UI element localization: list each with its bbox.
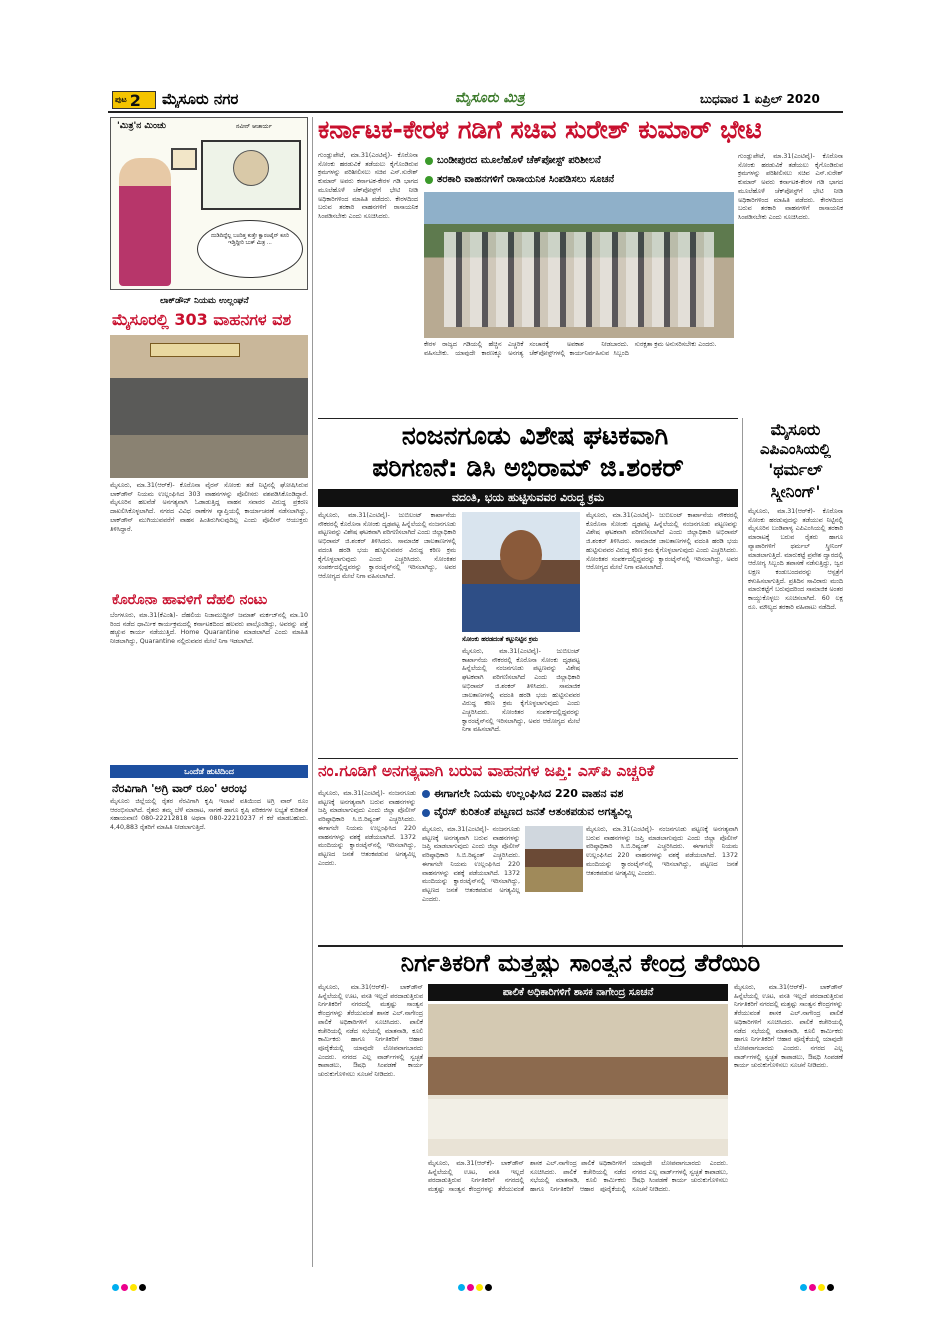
- main-photo: [424, 192, 734, 338]
- nanjangud-headline-2: ಪರಿಗಣನೆ: ಡಿಸಿ ಅಭಿರಾಮ್ ಜಿ.ಶಂಕರ್: [372, 453, 684, 482]
- relief-subhead-box: [428, 984, 728, 1001]
- main-body-right: ಗುಂಡ್ಲುಪೇಟೆ, ಮಾ.31(ಎಂಟಿವೈ)- ಕೊರೊನಾ ಸೋಂಕು ಹರಡುವಿಕೆ ತಡೆಯಲು ಕೈಗೊಂಡಿರುವ ಕ್ರಮಗಳನ್ನು ಪರಿಶೀಲಿಸಲು ಸಚಿವ ಎಸ್.ಸುರೇಶ್ ಕುಮಾರ್ ಅವರು ಕರ್ನಾಟಕ-ಕೇರಳ ಗಡಿ ಭಾಗದ ಮೂಲೆಹೊಳೆ ಚೆಕ್‌ಪೋಸ್ಟ್‌ಗೆ ಭೇಟಿ ನೀಡಿ ಅಧಿಕಾರಿಗಳಿಂದ ಮಾಹಿತಿ ಪಡೆದರು. ಕೇರಳದಿಂದ ಬರುವ ತರಕಾರಿ ವಾಹನಗಳಿಗೆ ರಾಸಾಯನಿಕ ಸಿಂಪಡಿಸಬೇಕು ಎಂದು ಸೂಚಿಸಿದರು.: [738, 153, 843, 221]
- delhi-headline: ಕೊರೊನಾ ಹಾವಳಿಗೆ ದೆಹಲಿ ನಂಟು: [112, 592, 268, 608]
- yellow-dot-icon: [818, 1284, 825, 1291]
- black-dot-icon: [827, 1284, 834, 1291]
- sp-body-1: ಮೈಸೂರು, ಮಾ.31(ಎಂಟಿವೈ)- ನಂಜನಗೂಡು ಪಟ್ಟಣಕ್ಕೆ ಅನಗತ್ಯವಾಗಿ ಬರುವ ವಾಹನಗಳನ್ನು ಜಪ್ತಿ ಮಾಡಲಾಗುವುದು ಎಂದು ಜಿಲ್ಲಾ ಪೊಲೀಸ್ ವರಿಷ್ಠಾಧಿಕಾರಿ ಸಿ.ಬಿ.ರಿಷ್ಯಂತ್ ಎಚ್ಚರಿಸಿದರು. ಈಗಾಗಲೇ ನಿಯಮ ಉಲ್ಲಂಘಿಸಿದ 220 ವಾಹನಗಳನ್ನು ವಶಕ್ಕೆ ಪಡೆಯಲಾಗಿದೆ. 1372 ಮಂದಿಯನ್ನು ಕ್ವಾರಂಟೈನ್‌ನಲ್ಲಿ ಇರಿಸಲಾಗಿದ್ದು, ಪಟ್ಟಣದ ಜನತೆ ಆತಂಕಪಡುವ ಅಗತ್ಯವಿಲ್ಲ ಎಂದರು.: [318, 790, 416, 867]
- sp-bullet-1: ಈಗಾಗಲೇ ನಿಯಮ ಉಲ್ಲಂಘಿಸಿದ 220 ವಾಹನ ವಶ: [434, 786, 624, 800]
- main-photo-people: [444, 232, 714, 327]
- cartoon-woman: [119, 158, 171, 286]
- warroom-kicker-box: [110, 765, 308, 778]
- story303-sign: [150, 343, 240, 357]
- cartoon-box: [110, 117, 308, 290]
- story303-headline: ಮೈಸೂರಲ್ಲಿ 303 ವಾಹನಗಳ ವಶ: [112, 310, 292, 329]
- magenta-dot-icon: [121, 1284, 128, 1291]
- magenta-dot-icon: [467, 1284, 474, 1291]
- warroom-headline: ನೆರವಿಗಾಗಿ 'ಅಗ್ರಿ ವಾರ್ ರೂಂ' ಆರಂಭ: [112, 782, 247, 795]
- nanjangud-body-1: ಮೈಸೂರು, ಮಾ.31(ಎಂಟಿವೈ)- ಜುಬಿಲಂಟ್ ಕಾರ್ಖಾನೆಯ ನೌಕರರಲ್ಲಿ ಕೊರೊನಾ ಸೋಂಕು ದೃಢಪಟ್ಟ ಹಿನ್ನೆಲೆಯಲ್ಲಿ ನಂಜನಗೂಡು ಪಟ್ಟಣವನ್ನು ವಿಶೇಷ ಘಟಕವಾಗಿ ಪರಿಗಣಿಸಲಾಗಿದೆ ಎಂದು ಜಿಲ್ಲಾಧಿಕಾರಿ ಅಭಿರಾಮ್ ಜಿ.ಶಂಕರ್ ತಿಳಿಸಿದರು. ಸಾಮಾಜಿಕ ಜಾಲತಾಣಗಳಲ್ಲಿ ವದಂತಿ ಹರಡಿ ಭಯ ಹುಟ್ಟಿಸುವವರ ವಿರುದ್ಧ ಕಠಿಣ ಕ್ರಮ ಕೈಗೊಳ್ಳಲಾಗುವುದು ಎಂದು ಎಚ್ಚರಿಸಿದರು. ಸೋಂಕಿತರ ಸಂಪರ್ಕದಲ್ಲಿದ್ದವರನ್ನು ಕ್ವಾರಂಟೈನ್‌ನಲ್ಲಿ ಇರಿಸಲಾಗಿದ್ದು, ಅವರ ಆರೋಗ್ಯದ ಮೇಲೆ ನಿಗಾ ವಹಿಸಲಾಗಿದೆ.: [318, 512, 456, 580]
- nanjangud-headline-1: ನಂಜನಗೂಡು ವಿಶೇಷ ಘಟಕವಾಗಿ: [401, 421, 669, 450]
- cartoon-credit: ನವೀನ್ ಆಚಾರ್ಯ: [236, 123, 272, 130]
- cyan-dot-icon: [458, 1284, 465, 1291]
- sp-headline: ನಂ.ಗೂಡಿಗೆ ಅನಗತ್ಯವಾಗಿ ಬರುವ ವಾಹನಗಳ ಜಪ್ತಿ: ಎಸ್‌ಪಿ ಎಚ್ಚರಿಕೆ: [318, 762, 655, 780]
- sidebar-headline-2: ಎಪಿಎಂಸಿಯಲ್ಲಿ: [760, 440, 831, 458]
- header-rule: [108, 111, 843, 113]
- nanjangud-body-2: ಮೈಸೂರು, ಮಾ.31(ಎಂಟಿವೈ)- ಜುಬಿಲಂಟ್ ಕಾರ್ಖಾನೆಯ ನೌಕರರಲ್ಲಿ ಕೊರೊನಾ ಸೋಂಕು ದೃಢಪಟ್ಟ ಹಿನ್ನೆಲೆಯಲ್ಲಿ ನಂಜನಗೂಡು ಪಟ್ಟಣವನ್ನು ವಿಶೇಷ ಘಟಕವಾಗಿ ಪರಿಗಣಿಸಲಾಗಿದೆ ಎಂದು ಜಿಲ್ಲಾಧಿಕಾರಿ ಅಭಿರಾಮ್ ಜಿ.ಶಂಕರ್ ತಿಳಿಸಿದರು. ಸಾಮಾಜಿಕ ಜಾಲತಾಣಗಳಲ್ಲಿ ವದಂತಿ ಹರಡಿ ಭಯ ಹುಟ್ಟಿಸುವವರ ವಿರುದ್ಧ ಕಠಿಣ ಕ್ರಮ ಕೈಗೊಳ್ಳಲಾಗುವುದು ಎಂದು ಎಚ್ಚರಿಸಿದರು. ಸೋಂಕಿತರ ಸಂಪರ್ಕದಲ್ಲಿದ್ದವರನ್ನು ಕ್ವಾರಂಟೈನ್‌ನಲ್ಲಿ ಇರಿಸಲಾಗಿದ್ದು, ಅವರ ಆರೋಗ್ಯದ ಮೇಲೆ ನಿಗಾ ವಹಿಸಲಾಗಿದೆ.: [462, 648, 580, 734]
- black-dot-icon: [485, 1284, 492, 1291]
- sidebar-body: ಮೈಸೂರು, ಮಾ.31(ಆರ್‌ಕೆ)- ಕೊರೊನಾ ಸೋಂಕು ಹರಡುವುದನ್ನು ತಡೆಯುವ ನಿಟ್ಟಿನಲ್ಲಿ ಮೈಸೂರಿನ ಬಂಡಿಪಾಳ್ಯ ಎಪಿಎಂಸಿಯಲ್ಲಿ ತರಕಾರಿ ಮಾರಾಟಕ್ಕೆ ಬರುವ ರೈತರು ಹಾಗೂ ವ್ಯಾಪಾರಿಗಳಿಗೆ ಥರ್ಮಲ್ ಸ್ಕ್ರೀನಿಂಗ್ ಮಾಡಲಾಗುತ್ತಿದೆ. ಮಾರುಕಟ್ಟೆ ಪ್ರವೇಶ ದ್ವಾರದಲ್ಲಿ ಆರೋಗ್ಯ ಸಿಬ್ಬಂದಿ ತಪಾಸಣೆ ನಡೆಸುತ್ತಿದ್ದು, ಜ್ವರ ಲಕ್ಷಣ ಕಂಡುಬಂದವರನ್ನು ಆಸ್ಪತ್ರೆಗೆ ಕಳುಹಿಸಲಾಗುತ್ತಿದೆ. ಪ್ರತಿದಿನ ಸಾವಿರಾರು ಮಂದಿ ಮಾರುಕಟ್ಟೆಗೆ ಬರುವುದರಿಂದ ಸಾಮಾಜಿಕ ಅಂತರ ಕಾಯ್ದುಕೊಳ್ಳಲು ಸೂಚಿಸಲಾಗಿದೆ. 60 ಲಕ್ಷ ರೂ. ಮೌಲ್ಯದ ತರಕಾರಿ ವಹಿವಾಟು ನಡೆದಿದೆ.: [748, 508, 843, 611]
- page-number: 2: [129, 90, 141, 110]
- relief-headline: ನಿರ್ಗತಿಕರಿಗೆ ಮತ್ತಷ್ಟು ಸಾಂತ್ವನ ಕೇಂದ್ರ ತೆರೆಯಿರಿ: [400, 949, 761, 977]
- relief-top-rule: [318, 945, 843, 947]
- main-bullet-2-row: [425, 172, 735, 187]
- page-badge-label: ಪುಟ: [115, 95, 127, 104]
- cartoon-tv: [201, 140, 301, 210]
- relief-photo: [428, 1004, 728, 1156]
- sidebar-headline-1: ಮೈಸೂರು: [770, 420, 821, 439]
- sp-top-rule: [318, 758, 738, 759]
- sp-bullet-2-row: [422, 805, 738, 820]
- main-bullet-1: ಬಂಡೀಪುರದ ಮೂಲೆಹೊಳೆ ಚೆಕ್‌ಪೋಸ್ಟ್ ಪರಿಶೀಲನೆ: [437, 155, 601, 166]
- bullet-blue-icon: [422, 809, 430, 817]
- nanjangud-body-3: ಮೈಸೂರು, ಮಾ.31(ಎಂಟಿವೈ)- ಜುಬಿಲಂಟ್ ಕಾರ್ಖಾನೆಯ ನೌಕರರಲ್ಲಿ ಕೊರೊನಾ ಸೋಂಕು ದೃಢಪಟ್ಟ ಹಿನ್ನೆಲೆಯಲ್ಲಿ ನಂಜನಗೂಡು ಪಟ್ಟಣವನ್ನು ವಿಶೇಷ ಘಟಕವಾಗಿ ಪರಿಗಣಿಸಲಾಗಿದೆ ಎಂದು ಜಿಲ್ಲಾಧಿಕಾರಿ ಅಭಿರಾಮ್ ಜಿ.ಶಂಕರ್ ತಿಳಿಸಿದರು. ಸಾಮಾಜಿಕ ಜಾಲತಾಣಗಳಲ್ಲಿ ವದಂತಿ ಹರಡಿ ಭಯ ಹುಟ್ಟಿಸುವವರ ವಿರುದ್ಧ ಕಠಿಣ ಕ್ರಮ ಕೈಗೊಳ್ಳಲಾಗುವುದು ಎಂದು ಎಚ್ಚರಿಸಿದರು. ಸೋಂಕಿತರ ಸಂಪರ್ಕದಲ್ಲಿದ್ದವರನ್ನು ಕ್ವಾರಂಟೈನ್‌ನಲ್ಲಿ ಇರಿಸಲಾಗಿದ್ದು, ಅವರ ಆರೋಗ್ಯದ ಮೇಲೆ ನಿಗಾ ವಹಿಸಲಾಗಿದೆ.: [586, 512, 738, 572]
- nanjangud-subhead: ವದಂತಿ, ಭಯ ಹುಟ್ಟಿಸುವವರ ವಿರುದ್ಧ ಕ್ರಮ: [451, 491, 605, 504]
- registration-marks-left: [112, 1276, 148, 1295]
- relief-body-2: ಮೈಸೂರು, ಮಾ.31(ಆರ್‌ಕೆ)- ಲಾಕ್‌ಡೌನ್ ಹಿನ್ನೆಲೆಯಲ್ಲಿ ಊಟ, ವಸತಿ ಇಲ್ಲದೆ ಪರದಾಡುತ್ತಿರುವ ನಿರ್ಗತಿಕರಿಗೆ ನಗರದಲ್ಲಿ ಮತ್ತಷ್ಟು ಸಾಂತ್ವನ ಕೇಂದ್ರಗಳನ್ನು ತೆರೆಯುವಂತೆ ಶಾಸಕ ಎಲ್.ನಾಗೇಂದ್ರ ಪಾಲಿಕೆ ಅಧಿಕಾರಿಗಳಿಗೆ ಸೂಚಿಸಿದರು. ಪಾಲಿಕೆ ಕಚೇರಿಯಲ್ಲಿ ನಡೆದ ಸಭೆಯಲ್ಲಿ ಮಾತನಾಡಿ, ಕೂಲಿ ಕಾರ್ಮಿಕರು ಹಾಗೂ ನಿರ್ಗತಿಕರಿಗೆ ಆಹಾರ ಪೂರೈಕೆಯಲ್ಲಿ ಯಾವುದೇ ಲೋಪವಾಗಬಾರದು ಎಂದರು. ನಗರದ ಎಲ್ಲ ವಾರ್ಡ್‌ಗಳಲ್ಲಿ ಸ್ವಚ್ಛತೆ ಕಾಪಾಡಲು, ಔಷಧಿ ಸಿಂಪಡಣೆ ಕಾರ್ಯ ಚುರುಕುಗೊಳಿಸಲು ಸೂಚನೆ ನೀಡಿದರು.: [428, 1160, 728, 1194]
- main-headline: ಕರ್ನಾಟಕ-ಕೇರಳ ಗಡಿಗೆ ಸಚಿವ ಸುರೇಶ್ ಕುಮಾರ್ ಭೇಟಿ: [318, 115, 762, 144]
- registration-marks-center: [458, 1276, 494, 1295]
- relief-body-1: ಮೈಸೂರು, ಮಾ.31(ಆರ್‌ಕೆ)- ಲಾಕ್‌ಡೌನ್ ಹಿನ್ನೆಲೆಯಲ್ಲಿ ಊಟ, ವಸತಿ ಇಲ್ಲದೆ ಪರದಾಡುತ್ತಿರುವ ನಿರ್ಗತಿಕರಿಗೆ ನಗರದಲ್ಲಿ ಮತ್ತಷ್ಟು ಸಾಂತ್ವನ ಕೇಂದ್ರಗಳನ್ನು ತೆರೆಯುವಂತೆ ಶಾಸಕ ಎಲ್.ನಾಗೇಂದ್ರ ಪಾಲಿಕೆ ಅಧಿಕಾರಿಗಳಿಗೆ ಸೂಚಿಸಿದರು. ಪಾಲಿಕೆ ಕಚೇರಿಯಲ್ಲಿ ನಡೆದ ಸಭೆಯಲ್ಲಿ ಮಾತನಾಡಿ, ಕೂಲಿ ಕಾರ್ಮಿಕರು ಹಾಗೂ ನಿರ್ಗತಿಕರಿಗೆ ಆಹಾರ ಪೂರೈಕೆಯಲ್ಲಿ ಯಾವುದೇ ಲೋಪವಾಗಬಾರದು ಎಂದರು. ನಗರದ ಎಲ್ಲ ವಾರ್ಡ್‌ಗಳಲ್ಲಿ ಸ್ವಚ್ಛತೆ ಕಾಪಾಡಲು, ಔಷಧಿ ಸಿಂಪಡಣೆ ಕಾರ್ಯ ಚುರುಕುಗೊಳಿಸಲು ಸೂಚನೆ ನೀಡಿದರು.: [318, 984, 423, 1079]
- warroom-body: ಮೈಸೂರು ಜಿಲ್ಲೆಯಲ್ಲಿ ರೈತರ ನೆರವಿಗಾಗಿ ಕೃಷಿ ಇಲಾಖೆ ವತಿಯಿಂದ ಅಗ್ರಿ ವಾರ್ ರೂಂ ಆರಂಭಿಸಲಾಗಿದೆ. ರೈತರು ತಮ್ಮ ಬೆಳೆ ಮಾರಾಟ, ಸಾಗಣೆ ಹಾಗೂ ಕೃಷಿ ಪರಿಕರಗಳ ಲಭ್ಯತೆ ಕುರಿತಂತೆ ಸಹಾಯವಾಣಿ 080-22212818 ಅಥವಾ 080-22210237 ಗೆ ಕರೆ ಮಾಡಬಹುದು. 4,40,883 ರೈತರಿಗೆ ಮಾಹಿತಿ ನೀಡಲಾಗುತ್ತಿದೆ.: [110, 798, 308, 832]
- cartoon-speech-bubble: [197, 220, 303, 278]
- relief-photo-table: [428, 1099, 728, 1139]
- relief-subhead: ಪಾಲಿಕೆ ಅಧಿಕಾರಿಗಳಿಗೆ ಶಾಸಕ ನಾಗೇಂದ್ರ ಸೂಚನೆ: [502, 987, 654, 998]
- registration-marks-right: [800, 1276, 836, 1295]
- sp-body-3: ಮೈಸೂರು, ಮಾ.31(ಎಂಟಿವೈ)- ನಂಜನಗೂಡು ಪಟ್ಟಣಕ್ಕೆ ಅನಗತ್ಯವಾಗಿ ಬರುವ ವಾಹನಗಳನ್ನು ಜಪ್ತಿ ಮಾಡಲಾಗುವುದು ಎಂದು ಜಿಲ್ಲಾ ಪೊಲೀಸ್ ವರಿಷ್ಠಾಧಿಕಾರಿ ಸಿ.ಬಿ.ರಿಷ್ಯಂತ್ ಎಚ್ಚರಿಸಿದರು. ಈಗಾಗಲೇ ನಿಯಮ ಉಲ್ಲಂಘಿಸಿದ 220 ವಾಹನಗಳನ್ನು ವಶಕ್ಕೆ ಪಡೆಯಲಾಗಿದೆ. 1372 ಮಂದಿಯನ್ನು ಕ್ವಾರಂಟೈನ್‌ನಲ್ಲಿ ಇರಿಸಲಾಗಿದ್ದು, ಪಟ್ಟಣದ ಜನತೆ ಆತಂಕಪಡುವ ಅಗತ್ಯವಿಲ್ಲ ಎಂದರು.: [586, 826, 738, 877]
- sp-photo: [525, 826, 583, 892]
- dc-photo-face: [500, 530, 542, 580]
- cartoon-face: [233, 150, 269, 186]
- nanjangud-subhead-box: [318, 489, 738, 507]
- sp-body-2: ಮೈಸೂರು, ಮಾ.31(ಎಂಟಿವೈ)- ನಂಜನಗೂಡು ಪಟ್ಟಣಕ್ಕೆ ಅನಗತ್ಯವಾಗಿ ಬರುವ ವಾಹನಗಳನ್ನು ಜಪ್ತಿ ಮಾಡಲಾಗುವುದು ಎಂದು ಜಿಲ್ಲಾ ಪೊಲೀಸ್ ವರಿಷ್ಠಾಧಿಕಾರಿ ಸಿ.ಬಿ.ರಿಷ್ಯಂತ್ ಎಚ್ಚರಿಸಿದರು. ಈಗಾಗಲೇ ನಿಯಮ ಉಲ್ಲಂಘಿಸಿದ 220 ವಾಹನಗಳನ್ನು ವಶಕ್ಕೆ ಪಡೆಯಲಾಗಿದೆ. 1372 ಮಂದಿಯನ್ನು ಕ್ವಾರಂಟೈನ್‌ನಲ್ಲಿ ಇರಿಸಲಾಗಿದ್ದು, ಪಟ್ಟಣದ ಜನತೆ ಆತಂಕಪಡುವ ಅಗತ್ಯವಿಲ್ಲ ಎಂದರು.: [422, 826, 520, 903]
- left-column-rule: [312, 117, 313, 1267]
- main-body-2: ಕೇರಳ ರಾಜ್ಯದ ಗಡಿಯಲ್ಲಿ ಹೆಚ್ಚಿನ ಎಚ್ಚರಿಕೆ ವಹಿಸಬೇಕು. ಯಾವುದೇ ಕಾರಣಕ್ಕೂ ಅನಗತ್ಯ ಸಂಚಾರಕ್ಕೆ ಅವಕಾಶ ನೀಡಬಾರದು. ಚೆಕ್‌ಪೋಸ್ಟ್‌ಗಳಲ್ಲಿ ಕಾರ್ಯನಿರ್ವಹಿಸುವ ಸಿಬ್ಬಂದಿ ಸುರಕ್ಷತಾ ಕ್ರಮ ಅನುಸರಿಸಬೇಕು ಎಂದರು.: [424, 341, 717, 357]
- magenta-dot-icon: [809, 1284, 816, 1291]
- dc-photo: [462, 512, 580, 632]
- sp-bullet-1-row: [422, 786, 738, 801]
- delhi-body: ಬೆಂಗಳೂರು, ಮಾ.31(ಕೆಎಂಶಿ)- ದೆಹಲಿಯ ನಿಜಾಮುದ್ದೀನ್ ಜಮಾತ್ ಮರ್ಕಜ್‌ನಲ್ಲಿ ಮಾ.10 ರಿಂದ ನಡೆದ ಧಾರ್ಮಿಕ ಕಾರ್ಯಕ್ರಮದಲ್ಲಿ ಕರ್ನಾಟಕದಿಂದ ಹಲವರು ಪಾಲ್ಗೊಂಡಿದ್ದು, ಅವರನ್ನು ಪತ್ತೆ ಹಚ್ಚುವ ಕಾರ್ಯ ನಡೆಯುತ್ತಿದೆ. Home Quarantine ಮಾಡಲಾಗಿದೆ ಎಂದು ಮಾಹಿತಿ ನೀಡಲಾಗಿದ್ದು, Quarantine ನಲ್ಲಿರುವವರ ಮೇಲೆ ನಿಗಾ ಇಡಲಾಗಿದೆ.: [110, 612, 308, 646]
- warroom-kicker: ಒಂದೆಡೆ ಹುಟಿದಿಂದ: [184, 767, 234, 776]
- story303-body: ಮೈಸೂರು, ಮಾ.31(ಆರ್‌ಕೆ)- ಕೊರೊನಾ ವೈರಸ್ ಸೋಂಕು ತಡೆ ನಿಟ್ಟಿನಲ್ಲಿ ಘೋಷಿಸಿರುವ ಲಾಕ್‌ಡೌನ್ ನಿಯಮ ಉಲ್ಲಂಘಿಸಿದ 303 ವಾಹನಗಳನ್ನು ಪೊಲೀಸರು ವಶಪಡಿಸಿಕೊಂಡಿದ್ದಾರೆ. ಮೈಸೂರಿನ ಹಲವೆಡೆ ಅನಗತ್ಯವಾಗಿ ಓಡಾಡುತ್ತಿದ್ದ ವಾಹನ ಸವಾರರ ವಿರುದ್ಧ ಪ್ರಕರಣ ದಾಖಲಿಸಿಕೊಳ್ಳಲಾಗಿದೆ. ನಗರದ ವಿವಿಧ ಠಾಣೆಗಳ ವ್ಯಾಪ್ತಿಯಲ್ಲಿ ಕಾರ್ಯಾಚರಣೆ ನಡೆಸಲಾಗಿದ್ದು, ಲಾಕ್‌ಡೌನ್ ಮುಗಿಯುವವರೆಗೆ ವಾಹನ ಹಿಂತಿರುಗಿಸುವುದಿಲ್ಲ ಎಂದು ಪೊಲೀಸ್ ಆಯುಕ್ತರು ತಿಳಿಸಿದ್ದಾರೆ.: [110, 482, 308, 533]
- sp-bullet-2: ವೈರಸ್ ಕುರಿತಂತೆ ಪಟ್ಟಣದ ಜನತೆ ಆತಂಕಪಡುವ ಅಗತ್ಯವಿಲ್ಲ: [434, 806, 633, 818]
- masthead: ಮೈಸೂರು ಮಿತ್ರ: [455, 90, 525, 106]
- cyan-dot-icon: [112, 1284, 119, 1291]
- sidebar-headline-4: ಸ್ಕ್ರೀನಿಂಗ್': [770, 482, 821, 501]
- nanjangud-top-rule: [318, 418, 738, 419]
- cartoon-bubble-text: ದುಡಿದಿದ್ದೆಲ್ಲ ಬಂದಿತ್ತ ಕುತ್ತೇ ಕ್ವಾರಂಟೈನ್ ಕೂರಿ ಇಡ್ತಿದ್ದೀರಿ ಬುಕ್ ಮಿತ್ರ ...: [211, 233, 289, 246]
- yellow-dot-icon: [476, 1284, 483, 1291]
- bullet-green-icon: [425, 176, 433, 184]
- story303-photo: [110, 335, 308, 478]
- black-dot-icon: [139, 1284, 146, 1291]
- bullet-blue-icon: [422, 790, 430, 798]
- sidebar-headline-3: 'ಥರ್ಮಲ್: [768, 460, 823, 479]
- dc-photo-caption: ಸೋಂಕು ಹರಡದಂತೆ ಕಟ್ಟುನಿಟ್ಟಿನ ಕ್ರಮ: [462, 636, 538, 643]
- sidebar-rule: [742, 418, 743, 948]
- main-bullet-2: ತರಕಾರಿ ವಾಹನಗಳಿಗೆ ರಾಸಾಯನಿಕ ಸಿಂಪಡಿಸಲು ಸೂಚನೆ: [437, 174, 615, 185]
- cyan-dot-icon: [800, 1284, 807, 1291]
- cartoon-frame: [171, 148, 197, 170]
- main-bullet-1-row: [425, 153, 730, 168]
- yellow-dot-icon: [130, 1284, 137, 1291]
- page-badge: [112, 91, 156, 109]
- section-title: ಮೈಸೂರು ನಗರ: [162, 90, 239, 108]
- cartoon-title: 'ಮಿತ್ರ'ನ ಮಿಂಚು: [117, 121, 167, 131]
- bullet-green-icon: [425, 157, 433, 165]
- main-body: ಗುಂಡ್ಲುಪೇಟೆ, ಮಾ.31(ಎಂಟಿವೈ)- ಕೊರೊನಾ ಸೋಂಕು ಹರಡುವಿಕೆ ತಡೆಯಲು ಕೈಗೊಂಡಿರುವ ಕ್ರಮಗಳನ್ನು ಪರಿಶೀಲಿಸಲು ಸಚಿವ ಎಸ್.ಸುರೇಶ್ ಕುಮಾರ್ ಅವರು ಕರ್ನಾಟಕ-ಕೇರಳ ಗಡಿ ಭಾಗದ ಮೂಲೆಹೊಳೆ ಚೆಕ್‌ಪೋಸ್ಟ್‌ಗೆ ಭೇಟಿ ನೀಡಿ ಅಧಿಕಾರಿಗಳಿಂದ ಮಾಹಿತಿ ಪಡೆದರು. ಕೇರಳದಿಂದ ಬರುವ ತರಕಾರಿ ವಾಹನಗಳಿಗೆ ರಾಸಾಯನಿಕ ಸಿಂಪಡಿಸಬೇಕು ಎಂದು ಸೂಚಿಸಿದರು.: [318, 152, 418, 220]
- relief-body-3: ಮೈಸೂರು, ಮಾ.31(ಆರ್‌ಕೆ)- ಲಾಕ್‌ಡೌನ್ ಹಿನ್ನೆಲೆಯಲ್ಲಿ ಊಟ, ವಸತಿ ಇಲ್ಲದೆ ಪರದಾಡುತ್ತಿರುವ ನಿರ್ಗತಿಕರಿಗೆ ನಗರದಲ್ಲಿ ಮತ್ತಷ್ಟು ಸಾಂತ್ವನ ಕೇಂದ್ರಗಳನ್ನು ತೆರೆಯುವಂತೆ ಶಾಸಕ ಎಲ್.ನಾಗೇಂದ್ರ ಪಾಲಿಕೆ ಅಧಿಕಾರಿಗಳಿಗೆ ಸೂಚಿಸಿದರು. ಪಾಲಿಕೆ ಕಚೇರಿಯಲ್ಲಿ ನಡೆದ ಸಭೆಯಲ್ಲಿ ಮಾತನಾಡಿ, ಕೂಲಿ ಕಾರ್ಮಿಕರು ಹಾಗೂ ನಿರ್ಗತಿಕರಿಗೆ ಆಹಾರ ಪೂರೈಕೆಯಲ್ಲಿ ಯಾವುದೇ ಲೋಪವಾಗಬಾರದು ಎಂದರು. ನಗರದ ಎಲ್ಲ ವಾರ್ಡ್‌ಗಳಲ್ಲಿ ಸ್ವಚ್ಛತೆ ಕಾಪಾಡಲು, ಔಷಧಿ ಸಿಂಪಡಣೆ ಕಾರ್ಯ ಚುರುಕುಗೊಳಿಸಲು ಸೂಚನೆ ನೀಡಿದರು.: [734, 984, 843, 1070]
- issue-date: ಬುಧವಾರ 1 ಏಪ್ರಿಲ್ 2020: [700, 92, 820, 106]
- story303-kicker: ಲಾಕ್‌ಡೌನ್ ನಿಯಮ ಉಲ್ಲಂಘನೆ: [160, 296, 249, 306]
